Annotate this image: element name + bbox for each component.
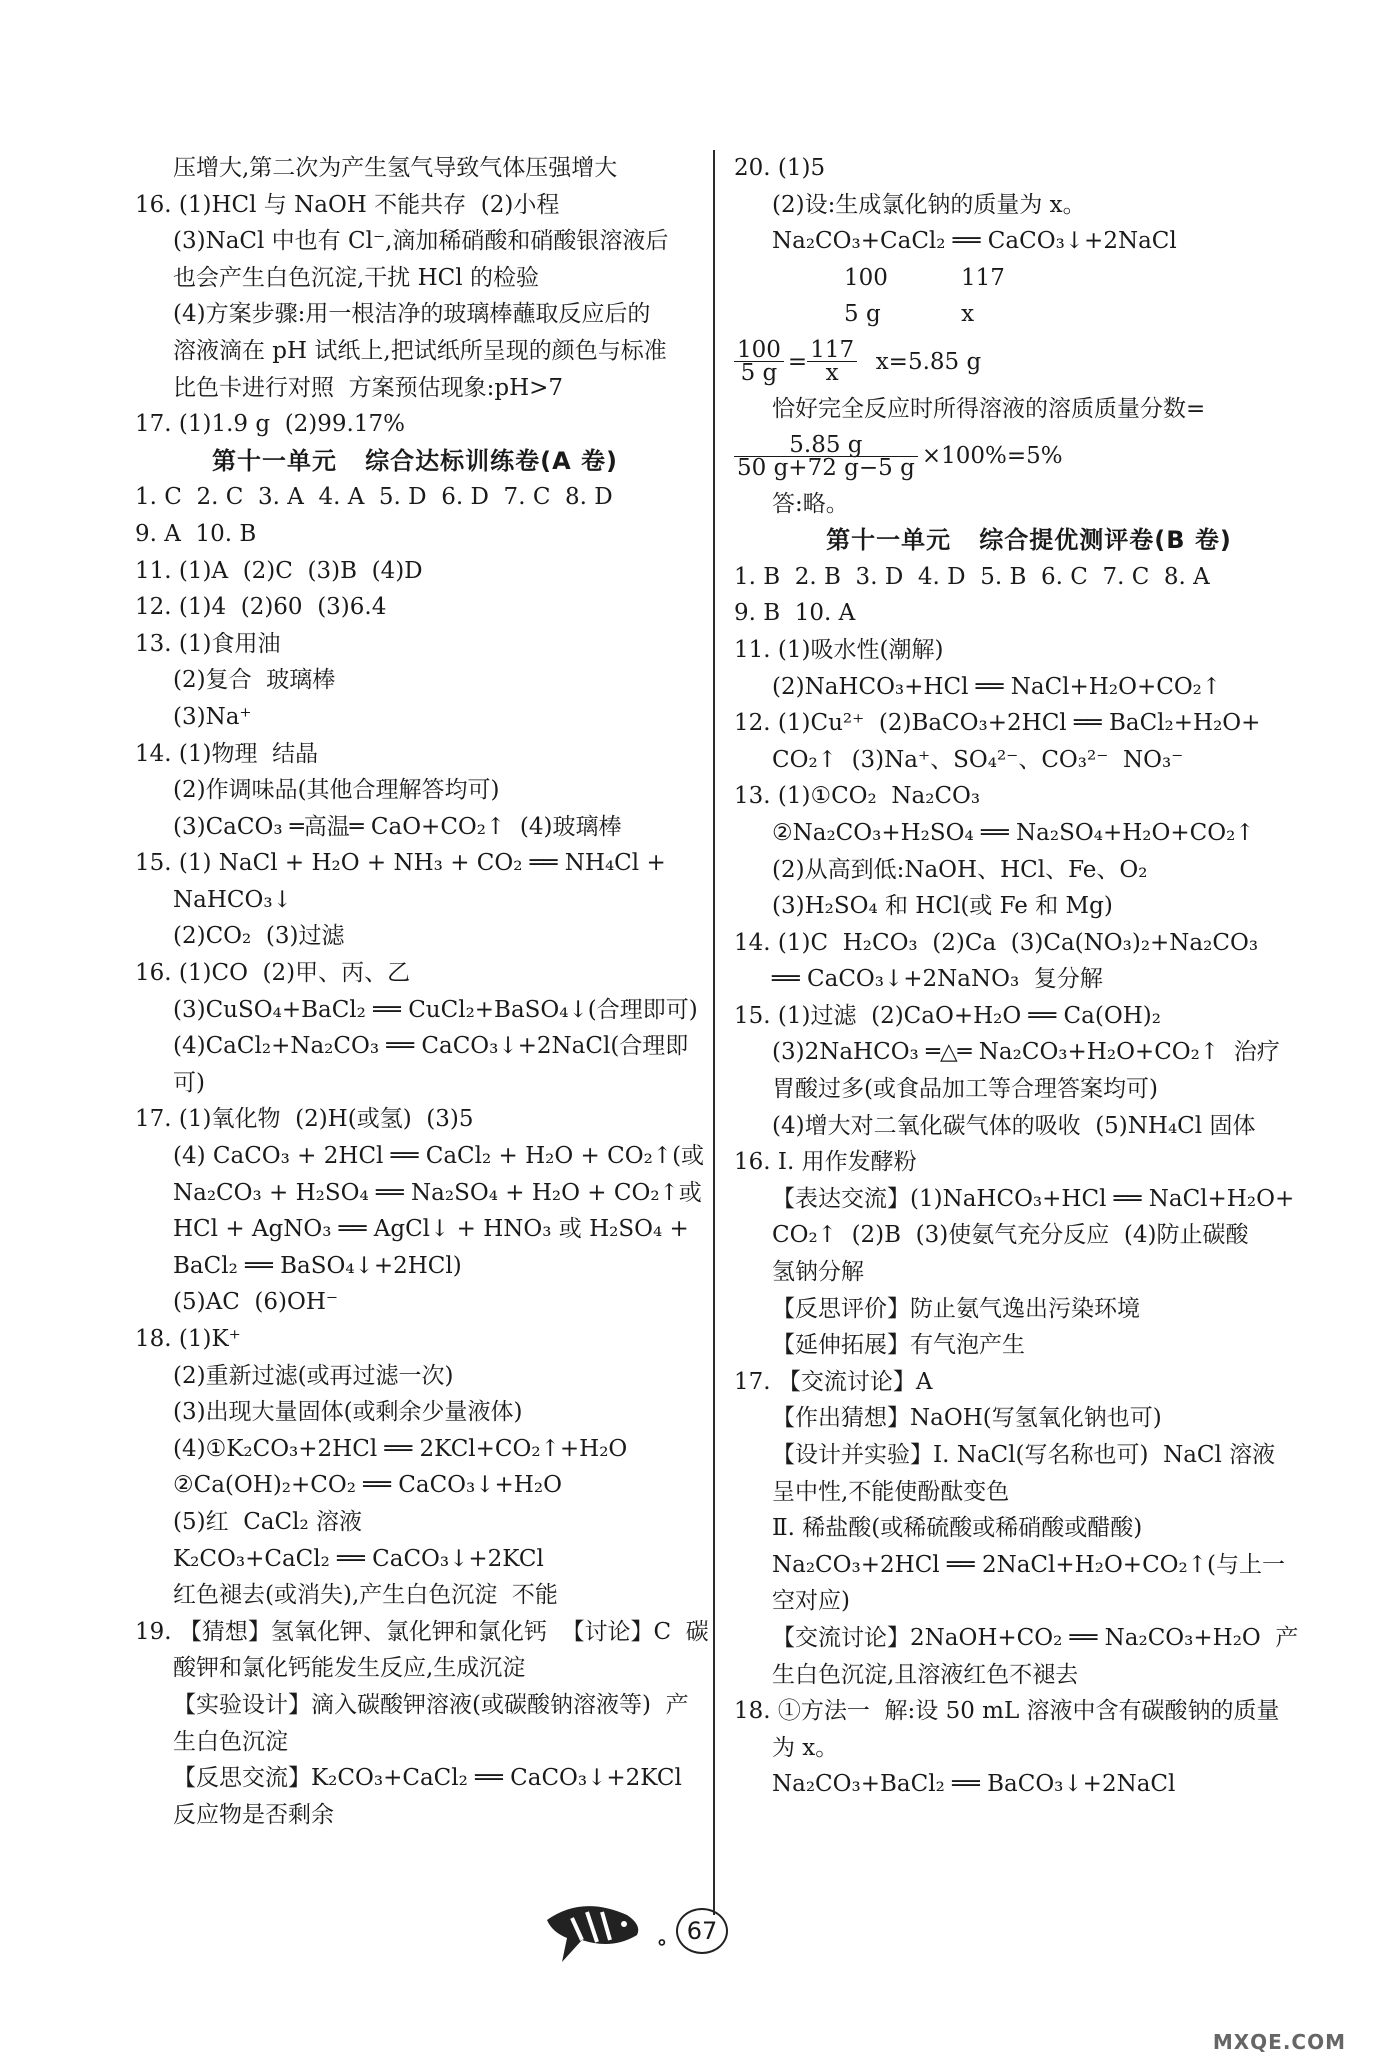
answer-line: (3)出现大量固体(或剩余少量液体) (173, 1399, 523, 1426)
answer-line: 压增大,第二次为产生氢气导致气体压强增大 (173, 155, 618, 181)
answer-line: 17. 【交流讨论】A (734, 1368, 933, 1395)
answer-line: 生白色沉淀,且溶液红色不褪去 (772, 1661, 1079, 1688)
answer-line: 【设计并实验】Ⅰ. NaCl(写名称也可) NaCl 溶液 (772, 1442, 1276, 1468)
answer-line: 18. ①方法一 解:设 50 mL 溶液中含有碳酸钠的质量 (734, 1698, 1280, 1725)
answer-line: CO₂↑ (2)B (3)使氨气充分反应 (4)防止碳酸 (772, 1222, 1249, 1249)
answer-line: (5)AC (6)OH⁻ (173, 1289, 339, 1316)
answer-line: 14. (1)C H₂CO₃ (2)Ca (3)Ca(NO₃)₂+Na₂CO₃ (734, 929, 1259, 956)
answer-line: (2)设:生成氯化钠的质量为 x。 (772, 191, 1086, 218)
answer-line: ②Na₂CO₃+H₂SO₄ ══ Na₂SO₄+H₂O+CO₂↑ (772, 819, 1255, 846)
answer-line: (4)CaCl₂+Na₂CO₃ ══ CaCO₃↓+2NaCl(合理即 (173, 1033, 689, 1060)
answer-line: Na₂CO₃+CaCl₂ ══ CaCO₃↓+2NaCl (772, 228, 1177, 255)
answer-line: 反应物是否剩余 (173, 1801, 334, 1828)
answer-line: 【延伸拓展】有气泡产生 (772, 1332, 1025, 1359)
equation-result: x=5.85 g (861, 348, 982, 375)
answer-line: 红色褪去(或消失),产生白色沉淀 不能 (173, 1582, 558, 1609)
answer-line: (3)2NaHCO₃ ═△═ Na₂CO₃+H₂O+CO₂↑ 治疗 (772, 1039, 1280, 1066)
answer-line: (2)CO₂ (3)过滤 (173, 923, 345, 950)
fraction-numerator: 5.85 g (734, 434, 918, 457)
answer-line: (3)CaCO₃ ═高温═ CaO+CO₂↑ (4)玻璃棒 (173, 813, 622, 840)
fraction (734, 337, 784, 387)
answer-line: 氢钠分解 (772, 1259, 864, 1286)
answer-line: 14. (1)物理 结晶 (135, 740, 319, 767)
answer-line: 可) (173, 1069, 205, 1096)
answer-line: 15. (1)过滤 (2)CaO+H₂O ══ Ca(OH)₂ (734, 1002, 1161, 1029)
answer-line: (3)H₂SO₄ 和 HCl(或 Fe 和 Mg) (772, 893, 1113, 920)
answer-line: (2)作调味品(其他合理解答均可) (173, 777, 500, 804)
answer-line: 【表达交流】(1)NaHCO₃+HCl ══ NaCl+H₂O+ (772, 1185, 1295, 1212)
answer-line: Na₂CO₃+BaCl₂ ══ BaCO₃↓+2NaCl (772, 1771, 1176, 1798)
answer-line: 【作出猜想】NaOH(写氢氧化钠也可) (772, 1405, 1162, 1432)
answer-line: 13. (1)①CO₂ Na₂CO₃ (734, 783, 981, 810)
mass-fraction-equation (734, 428, 1324, 486)
fraction-equation: $\frac{100}{5 g}$ = $\frac{117}{x}$ x=5.85 g (734, 333, 1324, 391)
answer-line: (4)①K₂CO₃+2HCl ══ 2KCl+CO₂↑+H₂O (173, 1435, 628, 1462)
page-footer (530, 1890, 860, 1970)
answer-line: 12. (1)Cu²⁺ (2)BaCO₃+2HCl ══ BaCl₂+H₂O+ (734, 710, 1261, 737)
answer-line: 也会产生白色沉淀,干扰 HCl 的检验 (173, 264, 539, 291)
answer-line: (3)NaCl 中也有 Cl⁻,滴加稀硝酸和硝酸银溶液后 (173, 228, 669, 255)
answer-line: K₂CO₃+CaCl₂ ══ CaCO₃↓+2KCl (173, 1545, 544, 1572)
fraction (807, 337, 857, 387)
answer-line: ②Ca(OH)₂+CO₂ ══ CaCO₃↓+H₂O (173, 1472, 562, 1499)
answer-line: 18. (1)K⁺ (135, 1326, 241, 1352)
fraction-denominator: 5 g (740, 360, 778, 387)
answer-line: (3)CuSO₄+BaCl₂ ══ CuCl₂+BaSO₄↓(合理即可) (173, 996, 698, 1023)
answer-line: 酸钾和氯化钙能发生反应,生成沉淀 (173, 1655, 526, 1682)
answer-line: (4)增大对二氧化碳气体的吸收 (5)NH₄Cl 固体 (772, 1112, 1256, 1139)
section-heading: 第十一单元 综合达标训练卷(A 卷) (212, 446, 618, 475)
answer-line: (4)方案步骤:用一根洁净的玻璃棒蘸取反应后的 (173, 301, 651, 328)
answer-line: 1. B 2. B 3. D 4. D 5. B 6. C 7. C 8. A (734, 563, 1210, 590)
fish-icon (542, 1890, 652, 1970)
answer-line: Ⅱ. 稀盐酸(或稀硫酸或稀硝酸或醋酸) (772, 1515, 1143, 1542)
answer-line: Na₂CO₃ + H₂SO₄ ══ Na₂SO₄ + H₂O + CO₂↑或 (173, 1179, 702, 1206)
answer-line: 15. (1) NaCl + H₂O + NH₃ + CO₂ ══ NH₄Cl + (135, 850, 666, 877)
answer-line: 11. (1)A (2)C (3)B (4)D (135, 557, 423, 584)
column-divider (713, 150, 715, 1915)
answer-line: 9. A 10. B (135, 520, 257, 547)
answer-line: 9. B 10. A (734, 600, 856, 627)
answer-line: 【实验设计】滴入碳酸钾溶液(或碳酸钠溶液等) 产 (173, 1691, 689, 1718)
fraction-numerator: 100 (734, 339, 784, 362)
fraction-denominator: x (825, 360, 839, 387)
equation-result: ×100%=5% (921, 443, 1063, 470)
fraction (734, 432, 918, 482)
answer-line: 11. (1)吸水性(潮解) (734, 636, 944, 663)
answer-line: BaCl₂ ══ BaSO₄↓+2HCl) (173, 1252, 462, 1279)
answer-line: 答:略。 (772, 490, 849, 517)
answer-line: 16. Ⅰ. 用作发酵粉 (734, 1149, 917, 1176)
answer-line: 19. 【猜想】氢氧化钾、氯化钾和氯化钙 【讨论】C 碳 (135, 1618, 709, 1645)
answer-line: 【交流讨论】2NaOH+CO₂ ══ Na₂CO₃+H₂O 产 (772, 1624, 1299, 1651)
answer-line: CO₂↑ (3)Na⁺、SO₄²⁻、CO₃²⁻ NO₃⁻ (772, 746, 1184, 773)
answer-line: 溶液滴在 pH 试纸上,把试纸所呈现的颜色与标准 (173, 337, 667, 364)
answer-line: HCl + AgNO₃ ══ AgCl↓ + HNO₃ 或 H₂SO₄ + (173, 1216, 689, 1243)
answer-line: 12. (1)4 (2)60 (3)6.4 (135, 594, 387, 621)
answer-line: 空对应) (772, 1588, 850, 1615)
answer-line: NaHCO₃↓ (173, 886, 292, 913)
dot: ∘ (656, 1928, 668, 1956)
answer-line: 【反思评价】防止氨气逸出污染环境 (772, 1295, 1140, 1322)
answer-line: (2)重新过滤(或再过滤一次) (173, 1362, 454, 1389)
answer-line: 呈中性,不能使酚酞变色 (772, 1478, 1010, 1505)
left-column (135, 150, 709, 1833)
answer-line: 13. (1)食用油 (135, 630, 281, 657)
watermark-logo: MXQE.COM (1212, 2030, 1346, 2054)
fraction-numerator: 117 (807, 339, 857, 362)
answer-line: 5 g x (844, 301, 975, 328)
answer-line: (4) CaCO₃ + 2HCl ══ CaCl₂ + H₂O + CO₂↑(或 (173, 1143, 705, 1170)
answer-line: 生白色沉淀 (173, 1728, 288, 1755)
answer-line: ══ CaCO₃↓+2NaNO₃ 复分解 (772, 966, 1103, 993)
answer-line: 17. (1)氧化物 (2)H(或氢) (3)5 (135, 1106, 474, 1133)
right-column (734, 150, 1324, 1803)
answer-line: 比色卡进行对照 方案预估现象:pH>7 (173, 374, 564, 401)
answer-line: 为 x。 (772, 1734, 839, 1761)
answer-line: (3)Na⁺ (173, 703, 252, 730)
section-heading: 第十一单元 综合提优测评卷(B 卷) (826, 526, 1232, 555)
answer-line: Na₂CO₃+2HCl ══ 2NaCl+H₂O+CO₂↑(与上一 (772, 1551, 1285, 1578)
answer-line: 【反思交流】K₂CO₃+CaCl₂ ══ CaCO₃↓+2KCl (173, 1765, 682, 1792)
answer-line: 20. (1)5 (734, 155, 826, 181)
answer-line: 100 117 (844, 264, 1005, 291)
answer-line: (2)从高到低:NaOH、HCl、Fe、O₂ (772, 856, 1148, 883)
fraction-denominator: 50 g+72 g−5 g (737, 455, 915, 482)
answer-line: (2)复合 玻璃棒 (173, 667, 336, 694)
answer-line: 胃酸过多(或食品加工等合理答案均可) (772, 1076, 1158, 1103)
answer-line: 1. C 2. C 3. A 4. A 5. D 6. D 7. C 8. D (135, 484, 613, 511)
answer-line: 17. (1)1.9 g (2)99.17% (135, 411, 405, 438)
answer-line: 16. (1)HCl 与 NaOH 不能共存 (2)小程 (135, 191, 560, 218)
answer-line: (2)NaHCO₃+HCl ══ NaCl+H₂O+CO₂↑ (772, 673, 1222, 700)
answer-line: 恰好完全反应时所得溶液的溶质质量分数= (772, 395, 1206, 422)
answer-line: 16. (1)CO (2)甲、丙、乙 (135, 960, 411, 987)
page-number: 67 (676, 1908, 728, 1954)
answer-line: (5)红 CaCl₂ 溶液 (173, 1508, 362, 1535)
